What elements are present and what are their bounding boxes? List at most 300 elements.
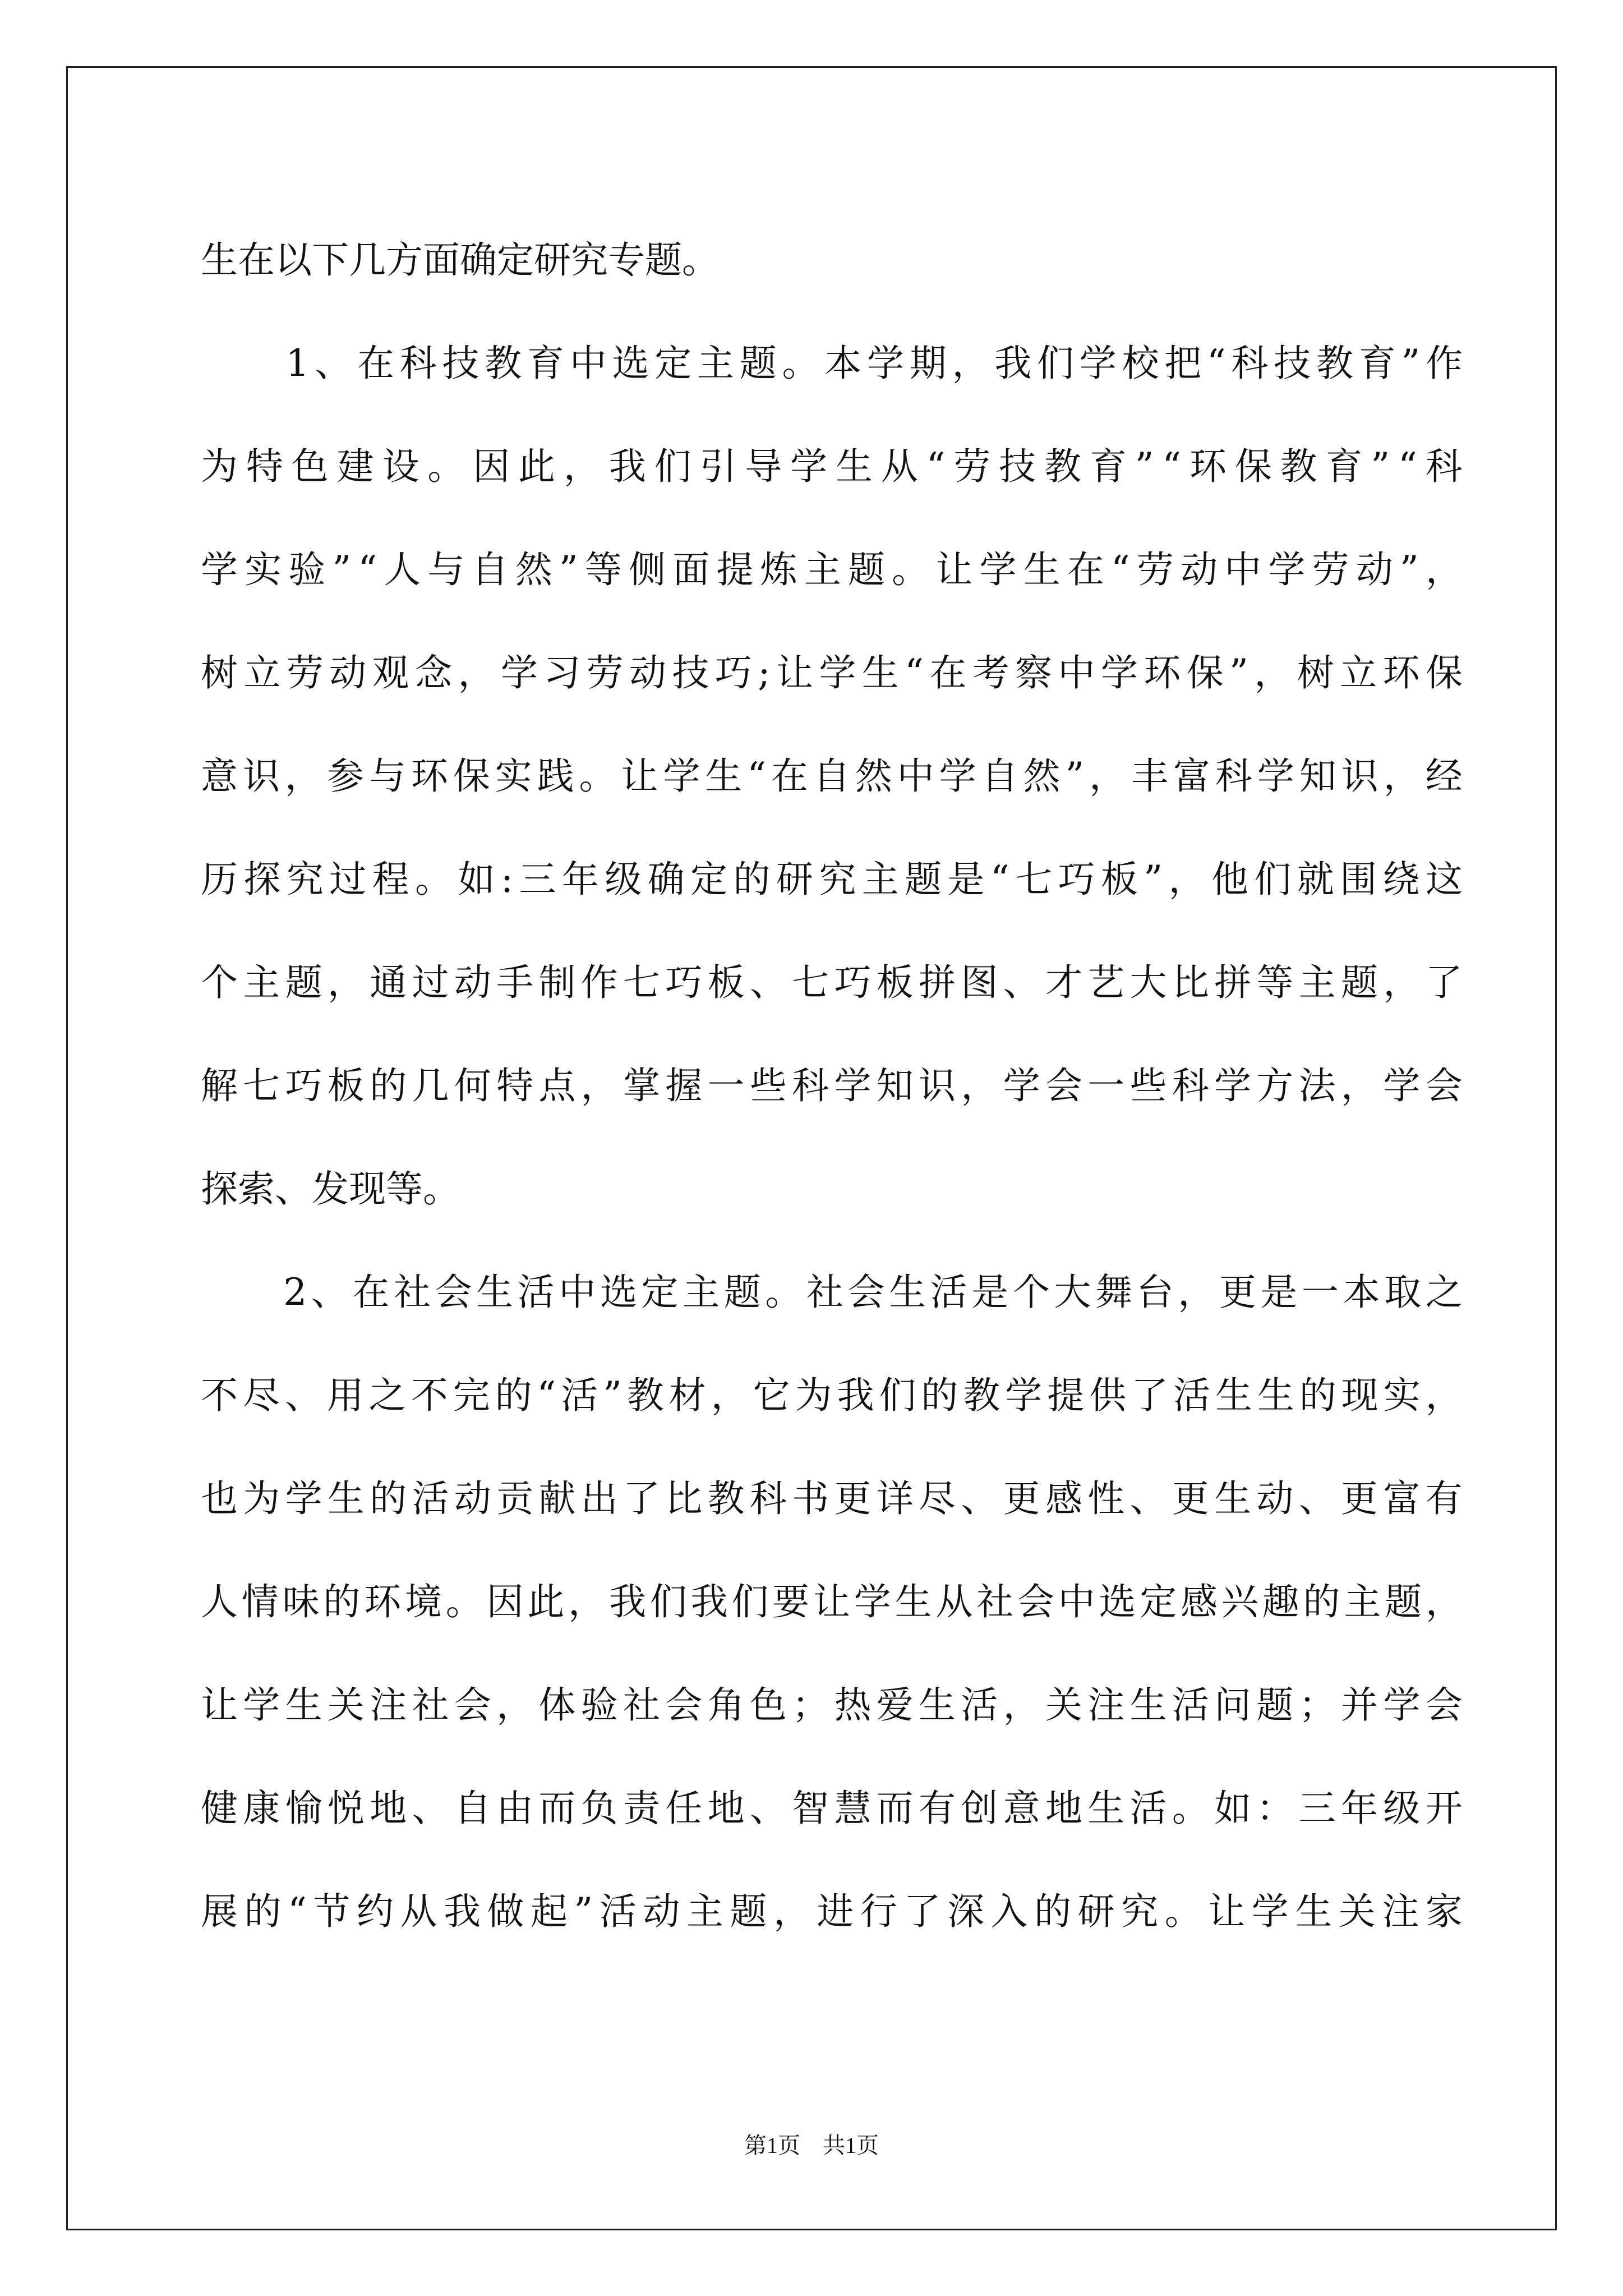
text-char: 立: [1340, 651, 1377, 694]
text-char: 们: [731, 1580, 769, 1623]
text-char: 学: [1214, 1064, 1252, 1107]
text-char: 约: [356, 1890, 394, 1933]
text-char: 动: [454, 961, 491, 1004]
text-char: 的: [370, 1064, 407, 1107]
text-char: 教: [1316, 342, 1353, 385]
text-char: 育: [1325, 445, 1363, 488]
text-char: 1: [285, 342, 310, 385]
text-char: ，: [711, 1374, 748, 1417]
text-char: ”: [1399, 548, 1419, 591]
text-char: 更: [1219, 1271, 1256, 1314]
text-char: 学: [1251, 1890, 1289, 1933]
text-char: 、: [1129, 1477, 1167, 1520]
text-char: 生: [1214, 1477, 1252, 1520]
text-char: “: [1162, 445, 1182, 488]
text-char: “: [1398, 445, 1417, 488]
text-char: 题: [1385, 1580, 1422, 1623]
text-char: 不: [201, 1374, 238, 1417]
text-char: 三: [1298, 1787, 1336, 1830]
text-line: [201, 1241, 1463, 1344]
text-line: [201, 1757, 1463, 1860]
text-char: 详: [876, 1477, 914, 1520]
text-char: 级: [1383, 1787, 1421, 1830]
text-char: 中: [897, 754, 934, 798]
text-char: ，: [952, 342, 989, 385]
text-char: 就: [1297, 858, 1334, 901]
text-char: 何: [454, 1064, 491, 1107]
text-char: 。: [579, 754, 616, 798]
text-char: 如: [458, 858, 495, 901]
text-char: 科: [1231, 342, 1269, 385]
text-char: “: [747, 754, 766, 798]
text-char: 。: [445, 1580, 483, 1623]
text-char: 尽: [919, 1477, 956, 1520]
text-char: 方: [1256, 1064, 1294, 1107]
text-char: 学: [854, 1580, 891, 1623]
text-char: 的: [370, 1477, 407, 1520]
text-char: 动: [629, 651, 667, 694]
text-char: 提: [716, 548, 754, 591]
text-char: 丰: [1131, 754, 1169, 798]
text-char: 现: [1341, 1374, 1378, 1417]
text-char: 的: [921, 1374, 958, 1417]
text-char: 我: [608, 445, 646, 488]
text-char: 才: [1045, 961, 1082, 1004]
text-char: 本: [1343, 1271, 1380, 1314]
text-char: 慧: [834, 1787, 872, 1830]
text-char: 一: [1302, 1271, 1339, 1314]
text-char: 他: [1211, 858, 1248, 901]
text-char: 实: [1383, 1374, 1421, 1417]
text-char: 下: [312, 238, 349, 282]
text-char: 板: [876, 961, 914, 1004]
text-char: 之: [368, 1374, 406, 1417]
text-char: 学: [500, 651, 538, 694]
text-char: 学: [979, 548, 1017, 591]
text-char: 环: [411, 754, 448, 798]
text-char: 研: [534, 238, 571, 282]
text-char: 学: [790, 445, 828, 488]
text-char: 是: [1260, 1271, 1298, 1314]
text-char: [201, 1241, 238, 1344]
text-char: 探: [201, 1167, 238, 1211]
text-char: 生: [919, 1683, 956, 1727]
text-char: 题: [739, 342, 777, 385]
text-char: 从: [880, 445, 918, 488]
text-char: 握: [665, 1064, 703, 1107]
text-char: 选: [600, 1271, 637, 1314]
text-line: [201, 312, 1463, 415]
text-char: 愉: [285, 1787, 322, 1830]
text-char: 生: [285, 1683, 322, 1727]
text-line: [201, 1344, 1463, 1447]
text-char: 立: [243, 651, 281, 694]
text-char: 自: [981, 754, 1018, 798]
text-char: 活: [561, 1374, 598, 1417]
text-char: 几: [349, 238, 386, 282]
text-char: 学: [1257, 754, 1294, 798]
text-char: 责: [623, 1787, 660, 1830]
text-char: 板: [1100, 858, 1138, 901]
text-char: ”: [1229, 651, 1248, 694]
text-char: ；: [1298, 1683, 1336, 1727]
text-char: 的: [323, 1580, 361, 1623]
text-char: 巧: [665, 961, 703, 1004]
text-char: 些: [1129, 1064, 1167, 1107]
text-char: 环: [364, 1580, 402, 1623]
text-char: 动: [454, 1477, 491, 1520]
text-char: 过: [329, 858, 367, 901]
text-char: 让: [935, 548, 973, 591]
text-char: 让: [621, 754, 658, 798]
text-char: 点: [538, 1064, 576, 1107]
text-char: 育: [527, 342, 564, 385]
text-char: 制: [538, 961, 576, 1004]
text-char: 知: [1299, 754, 1336, 798]
text-char: 学: [1100, 651, 1138, 694]
text-char: ，: [327, 961, 365, 1004]
text-char: 等: [584, 548, 622, 591]
text-char: 识: [242, 754, 280, 798]
text-char: 学: [819, 651, 856, 694]
text-char: ”: [332, 548, 352, 591]
text-char: 书: [792, 1477, 829, 1520]
text-char: 学: [1383, 1683, 1421, 1727]
text-char: 我: [837, 1374, 874, 1417]
text-char: 为: [243, 1477, 280, 1520]
text-char: 环: [1382, 651, 1420, 694]
text-char: 图: [961, 961, 998, 1004]
text-char: 活: [961, 1683, 998, 1727]
text-char: 、: [749, 961, 787, 1004]
text-char: 围: [1340, 858, 1377, 901]
text-char: 定: [497, 238, 534, 282]
text-char: 选: [612, 342, 649, 385]
text-char: 学: [867, 342, 904, 385]
text-char: 实: [495, 754, 532, 798]
text-char: 个: [1012, 1271, 1050, 1314]
text-char: 践: [537, 754, 574, 798]
text-char: 悦: [327, 1787, 365, 1830]
text-char: 并: [1341, 1683, 1378, 1727]
text-char: 然: [855, 754, 892, 798]
text-char: 深: [947, 1890, 985, 1933]
text-char: 舞: [1095, 1271, 1133, 1314]
text-char: 生: [1087, 1787, 1125, 1830]
text-char: 劳: [1312, 548, 1349, 591]
text-char: 学: [285, 1477, 322, 1520]
text-line: [201, 1034, 1463, 1138]
text-char: 年: [1341, 1787, 1378, 1830]
text-char: 然: [515, 548, 552, 591]
text-char: ，: [1178, 1271, 1215, 1314]
text-char: 之: [1425, 1271, 1463, 1314]
text-char: 劳: [586, 651, 624, 694]
text-char: 做: [487, 1890, 524, 1933]
text-char: 了: [1131, 1374, 1169, 1417]
text-char: 活: [1173, 1374, 1210, 1417]
text-line: [201, 622, 1463, 725]
text-char: 主: [1344, 1580, 1381, 1623]
text-char: 地: [707, 1787, 745, 1830]
text-char: 角: [707, 1683, 745, 1727]
text-char: 等: [386, 1167, 423, 1211]
text-line: [201, 1138, 1463, 1241]
text-char: 。: [682, 238, 719, 282]
text-char: 生: [476, 1271, 514, 1314]
text-char: 关: [327, 1683, 365, 1727]
text-char: [201, 312, 238, 415]
text-char: 了: [1425, 961, 1463, 1004]
text-char: 定: [654, 342, 692, 385]
text-char: 主: [804, 548, 841, 591]
text-char: 本: [824, 342, 862, 385]
text-char: ；: [792, 1683, 829, 1727]
text-char: 题: [848, 548, 885, 591]
text-char: 提: [1047, 1374, 1085, 1417]
text-char: “: [358, 548, 377, 591]
text-char: ，: [961, 1064, 998, 1107]
text-char: 会: [665, 1683, 703, 1727]
text-char: 境: [404, 1580, 442, 1623]
document-body: [201, 209, 1463, 1963]
text-char: ”: [1135, 445, 1154, 488]
text-char: 我: [690, 1580, 728, 1623]
text-char: 生: [895, 1580, 932, 1623]
text-char: 引: [699, 445, 737, 488]
text-char: 取: [1384, 1271, 1422, 1314]
text-char: 学: [1383, 1064, 1421, 1107]
text-char: 七: [1015, 858, 1053, 901]
text-char: 究: [819, 858, 856, 901]
text-char: :: [500, 858, 514, 901]
text-char: ”: [559, 548, 578, 591]
text-char: 中: [1224, 548, 1262, 591]
text-char: 会: [454, 1683, 491, 1727]
text-char: 了: [623, 1477, 660, 1520]
text-char: 完: [453, 1374, 490, 1417]
text-char: 科: [792, 1064, 829, 1107]
text-char: 巧: [285, 1064, 322, 1107]
text-char: 实: [245, 548, 282, 591]
text-char: 保: [1234, 445, 1272, 488]
text-char: 一: [1087, 1064, 1125, 1107]
text-char: 动: [643, 1890, 680, 1933]
text-char: 这: [1425, 858, 1463, 901]
text-char: 探: [243, 858, 281, 901]
text-char: 康: [243, 1787, 280, 1830]
text-char: 作: [580, 961, 618, 1004]
text-char: 与: [368, 754, 406, 798]
text-char: 板: [327, 1064, 365, 1107]
text-char: 中: [559, 1271, 596, 1314]
text-char: 在: [238, 238, 275, 282]
text-char: 。: [765, 1271, 803, 1314]
text-char: 活: [930, 1271, 967, 1314]
text-char: ，: [458, 651, 495, 694]
text-char: 如: [1214, 1787, 1252, 1830]
text-char: 、: [961, 1477, 998, 1520]
text-char: 索: [238, 1167, 275, 1211]
text-char: 主: [1298, 961, 1336, 1004]
text-char: 教: [1280, 445, 1317, 488]
text-char: “: [1207, 342, 1226, 385]
text-char: 活: [1129, 1787, 1167, 1830]
text-char: 创: [961, 1787, 998, 1830]
text-char: ，: [1425, 548, 1463, 591]
text-line: [201, 725, 1463, 828]
text-char: 动: [1256, 1477, 1294, 1520]
text-char: ，: [284, 754, 322, 798]
text-char: 、: [311, 1271, 348, 1314]
text-char: 历: [201, 858, 238, 901]
text-char: ，: [496, 1683, 534, 1727]
text-char: 注: [1087, 1683, 1125, 1727]
text-char: ”: [1401, 342, 1421, 385]
text-char: 题: [1341, 961, 1378, 1004]
text-char: 拼: [919, 961, 956, 1004]
text-char: 教: [485, 342, 522, 385]
text-char: 些: [749, 1064, 787, 1107]
text-char: 的: [1303, 1580, 1340, 1623]
text-char: 在: [1067, 548, 1104, 591]
text-char: 验: [288, 548, 326, 591]
text-char: 而: [538, 1787, 576, 1830]
text-char: 发: [312, 1167, 349, 1211]
text-char: 学: [1268, 548, 1306, 591]
text-char: ：: [1256, 1787, 1294, 1830]
text-char: 自: [454, 1787, 491, 1830]
text-char: 定: [641, 1271, 679, 1314]
text-char: 更: [1172, 1477, 1209, 1520]
text-char: 让: [201, 1683, 238, 1727]
text-char: ，: [1383, 754, 1421, 798]
text-char: 、: [315, 342, 352, 385]
text-char: 富: [1383, 1477, 1421, 1520]
text-char: 题: [723, 1271, 761, 1314]
text-char: 关: [1338, 1890, 1376, 1933]
text-char: 树: [1297, 651, 1334, 694]
text-char: 与: [427, 548, 465, 591]
text-char: 一: [707, 1064, 745, 1107]
text-char: 我: [994, 342, 1032, 385]
text-char: ”: [574, 1890, 593, 1933]
text-char: 劳: [953, 445, 991, 488]
text-char: 大: [1054, 1271, 1091, 1314]
text-char: 动: [1355, 548, 1393, 591]
text-char: 们: [649, 1580, 687, 1623]
text-char: 主: [243, 961, 280, 1004]
text-char: 专: [608, 238, 645, 282]
text-char: 几: [412, 1064, 449, 1107]
text-char: 中: [1058, 651, 1095, 694]
text-char: 任: [665, 1787, 703, 1830]
text-char: 生: [861, 651, 899, 694]
text-char: 尽: [242, 1374, 280, 1417]
text-char: 考: [972, 651, 1009, 694]
text-char: 意: [201, 754, 238, 798]
text-char: 程: [372, 858, 409, 901]
text-line: [201, 518, 1463, 622]
text-char: 教: [626, 1374, 664, 1417]
text-char: 在: [357, 342, 394, 385]
text-char: 。: [423, 1167, 460, 1211]
text-char: 色: [291, 445, 329, 488]
text-char: 七: [623, 961, 660, 1004]
text-char: 情: [241, 1580, 279, 1623]
text-char: 主: [861, 858, 899, 901]
text-char: 注: [370, 1683, 407, 1727]
text-char: 学: [663, 754, 700, 798]
text-char: 生: [327, 1477, 365, 1520]
text-char: 的: [1034, 1890, 1072, 1933]
text-char: 自: [471, 548, 509, 591]
text-line: [201, 931, 1463, 1034]
text-line: [201, 1860, 1463, 1963]
text-char: 年: [561, 858, 599, 901]
text-char: 题: [730, 1890, 767, 1933]
text-char: 们: [1254, 858, 1292, 901]
text-char: 生: [836, 445, 873, 488]
text-char: 了: [903, 1890, 941, 1933]
text-char: 究: [1121, 1890, 1159, 1933]
text-char: 社: [976, 1580, 1014, 1623]
text-char: 劳: [1136, 548, 1174, 591]
text-char: 育: [1089, 445, 1127, 488]
text-char: 等: [1256, 961, 1294, 1004]
text-char: “: [905, 651, 924, 694]
text-char: 出: [580, 1477, 618, 1520]
text-char: 定: [1140, 1580, 1177, 1623]
text-char: 学: [201, 548, 238, 591]
text-char: 它: [753, 1374, 790, 1417]
text-char: “: [990, 858, 1009, 901]
text-char: ”: [1065, 754, 1085, 798]
text-char: 富: [1173, 754, 1210, 798]
text-char: 会: [847, 1271, 885, 1314]
text-char: 学: [243, 1683, 280, 1727]
text-char: 我: [443, 1890, 481, 1933]
text-char: 感: [1181, 1580, 1218, 1623]
text-char: 通: [370, 961, 407, 1004]
text-char: 、: [1003, 961, 1040, 1004]
text-char: 比: [665, 1477, 703, 1520]
text-char: 识: [919, 1064, 956, 1107]
text-char: 科: [749, 1477, 787, 1520]
text-char: 科: [1425, 445, 1463, 488]
text-char: 特: [246, 445, 283, 488]
text-char: 。: [1172, 1787, 1209, 1830]
text-char: 展: [201, 1890, 238, 1933]
text-char: 会: [1425, 1064, 1463, 1107]
text-char: 法: [1298, 1064, 1336, 1107]
text-char: 此: [527, 1580, 565, 1623]
text-char: 材: [668, 1374, 706, 1417]
text-line: [201, 1550, 1463, 1654]
text-char: 活: [517, 1271, 555, 1314]
text-char: ”: [1371, 445, 1390, 488]
text-char: 参: [326, 754, 364, 798]
text-char: 以: [275, 238, 312, 282]
text-char: 题: [905, 858, 942, 901]
text-char: 生: [1129, 1683, 1167, 1727]
text-line: [201, 209, 1463, 312]
text-char: 保: [1186, 651, 1224, 694]
text-char: 2: [283, 1271, 307, 1314]
text-char: “: [926, 445, 946, 488]
text-char: 生: [1215, 1374, 1252, 1417]
text-char: 科: [1172, 1064, 1209, 1107]
